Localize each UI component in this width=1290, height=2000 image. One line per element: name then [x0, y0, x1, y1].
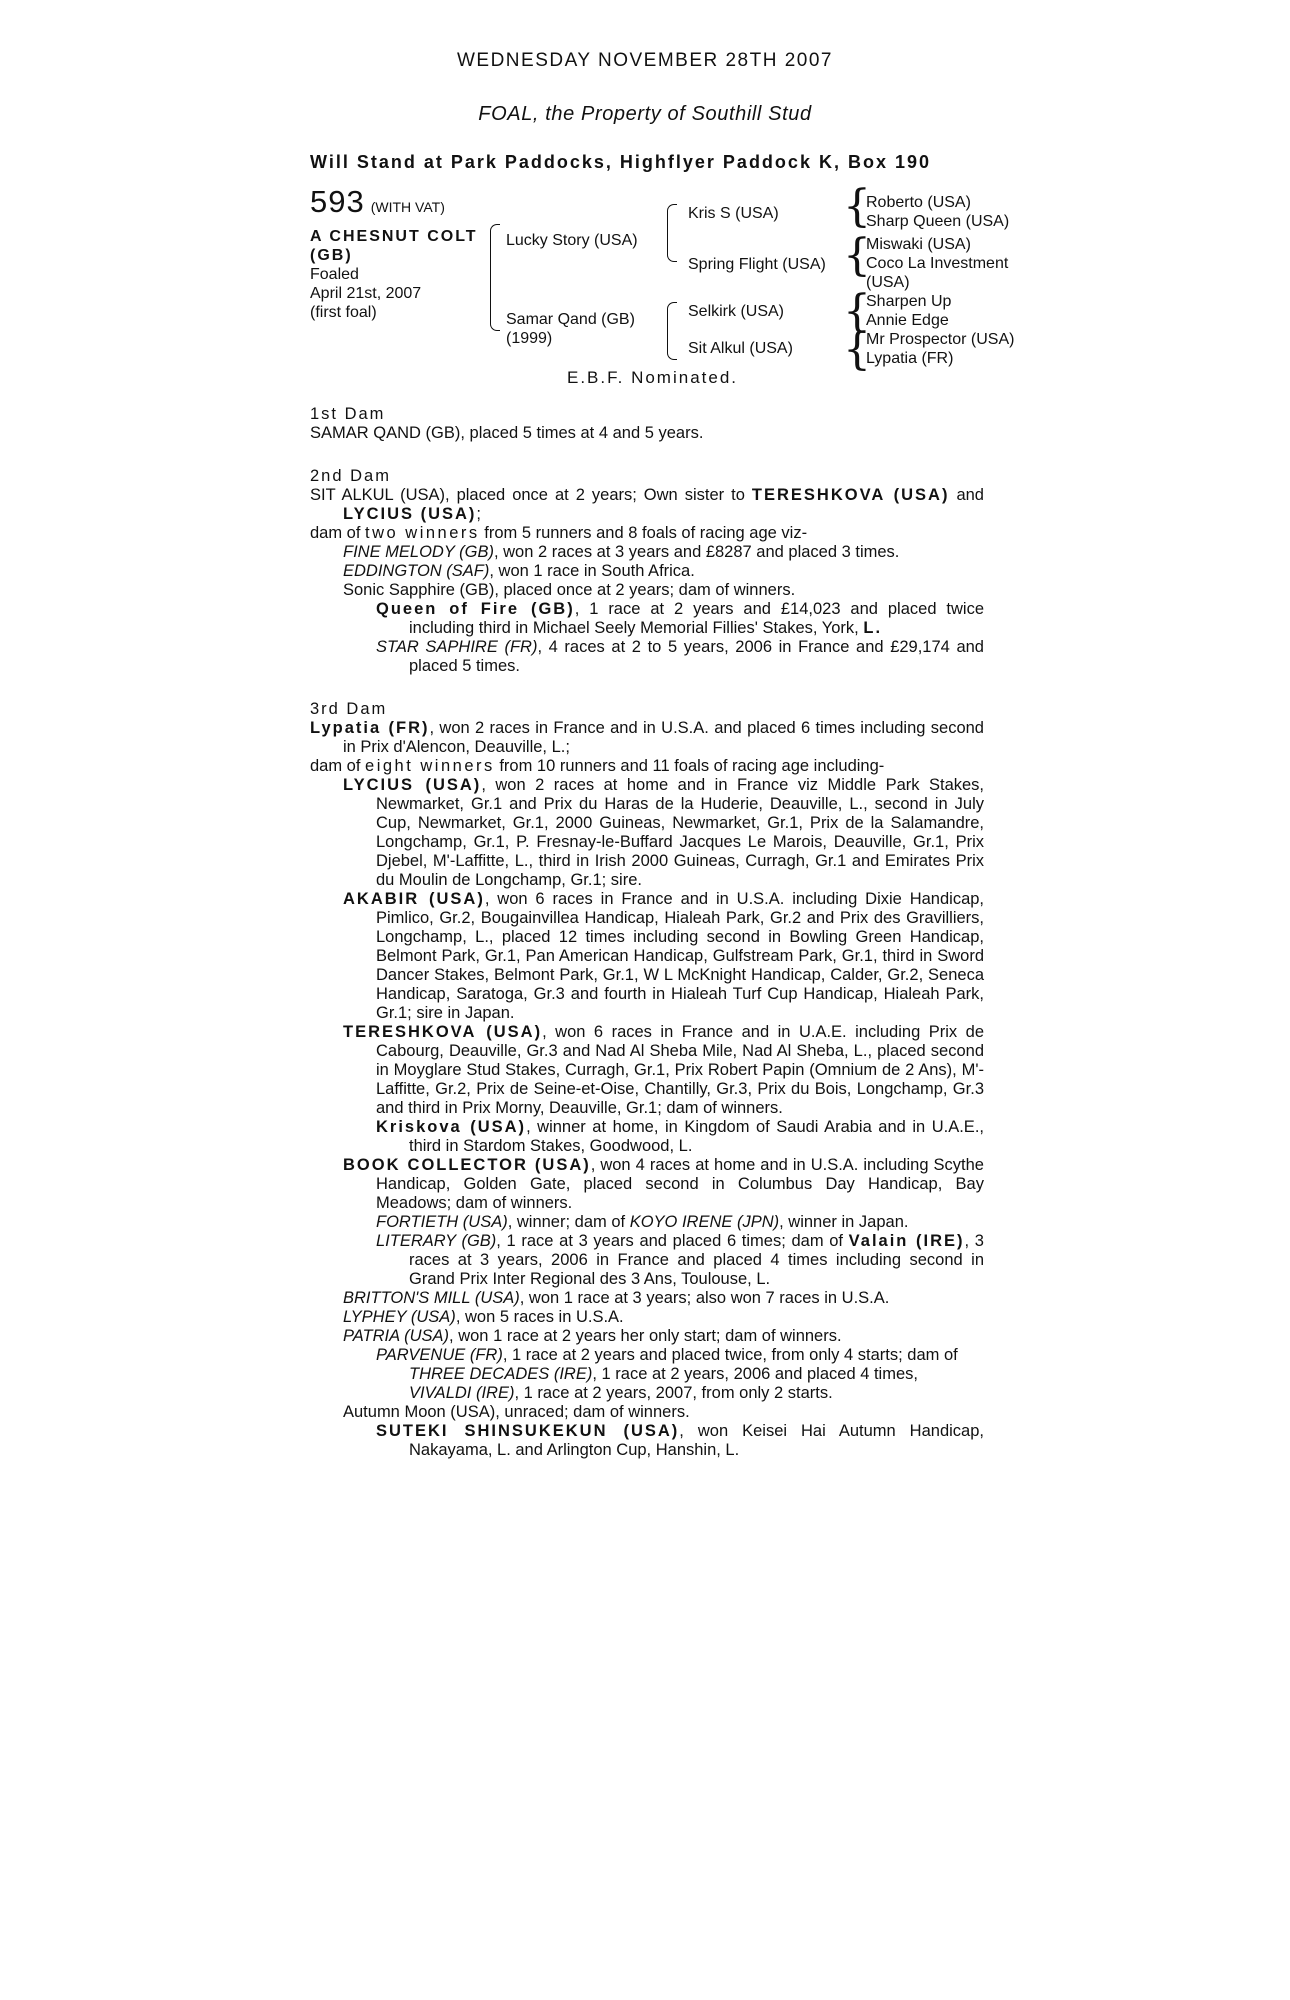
sdd-origin: (USA): [866, 274, 910, 291]
dds: Mr Prospector (USA): [866, 331, 1015, 348]
text: , won 2 races at home and in France viz Middle Park Stakes, Newmarket, Gr.1 and Prix du Haras de la Huderie, Deauville, L., second in July Cup, Newmarket, Gr.1, 2000 Guineas, Newmarket, Gr.1, Prix de la Salamandre, Longchamp, Gr.1, P. Fresnay-le-Buffard Jacques Le Marois, Deauville, Gr.1, Prix Djebel, M'-Laffitte, L., third in Irish 2000 Guineas, Curragh, Gr.1 and Emirates Prix du Moulin de Longchamp, Gr.1; sire.: [376, 776, 985, 889]
dss: Sharpen Up: [866, 293, 952, 310]
dsd: Annie Edge: [866, 312, 949, 329]
first-dam-heading: 1st Dam: [310, 405, 386, 423]
text: , 1 race at 2 years, 2006 and placed 4 times,: [592, 1365, 918, 1383]
text: , won 2 races at 3 years and £8287 and placed 3 times.: [493, 543, 900, 561]
second-dam-produce: [310, 524, 984, 543]
brace-ds: {: [843, 286, 871, 337]
ebf-nominated: E.B.F. Nominated.: [567, 368, 739, 387]
text: from 5 runners and 8 foals of racing age viz-: [479, 524, 808, 542]
horse-name: EDDINGTON (SAF): [343, 562, 490, 580]
entry: [310, 1422, 984, 1460]
horse-name: LYPHEY (USA): [343, 1308, 456, 1326]
horse-name: PATRIA (USA): [343, 1327, 450, 1345]
winners-count: eight winners: [365, 757, 495, 775]
text: , won 1 race at 2 years her only start; dam of winners.: [449, 1327, 842, 1345]
text: from 10 runners and 11 foals of racing age including-: [494, 757, 885, 775]
horse-name: Queen of Fire (GB): [376, 600, 575, 618]
second-dam-heading: 2nd Dam: [310, 467, 391, 485]
text: , won 1 race at 3 years; also won 7 races in U.S.A.: [519, 1289, 890, 1307]
lot-name: A CHESNUT COLT: [310, 228, 478, 245]
text: , won Keisei Hai Autumn Handicap, Nakayama, L. and Arlington Cup, Hanshin, L.: [409, 1422, 984, 1459]
entry: [310, 1213, 984, 1232]
text: , 1 race at 2 years and placed twice, from only 4 starts; dam of: [502, 1346, 958, 1364]
sss: Roberto (USA): [866, 194, 971, 211]
horse-name: BOOK COLLECTOR (USA): [343, 1156, 591, 1174]
text: , won 6 races in France and in U.A.E. including Prix de Cabourg, Deauville, Gr.3 and Nad Al Sheba Mile, Nad Al Sheba, L., placed second in Moyglare Stud Stakes, Curragh, Gr.1, Prix Robert Papin (Omnium de 2 Ans), M'-Laffitte, Gr.2, Prix de Seine-et-Oise, Chantilly, Gr.3, Prix du Bois, Longchamp, Gr.3 and third in Prix Morny, Deauville, Gr.1; dam of winners.: [376, 1023, 984, 1117]
entry: [310, 1156, 984, 1213]
text: , won 4 races at home and in U.S.A. including Scythe Handicap, Golden Gate, placed second in Columbus Day Handicap, Bay Meadows; dam of winners.: [376, 1156, 984, 1212]
entry: [310, 776, 984, 890]
entry: [310, 1289, 984, 1308]
ddd: Lypatia (FR): [866, 350, 954, 367]
stand-location: Will Stand at Park Paddocks, Highflyer Paddock K, Box 190: [310, 152, 931, 172]
text: , 4 races at 2 to 5 years, 2006 in France and £29,174 and placed 5 times.: [409, 638, 984, 675]
third-dam-produce: [310, 757, 984, 776]
text: dam of: [310, 757, 366, 775]
catalogue-body: [310, 405, 984, 1460]
text: , 3 races at 3 years, 2006 in France and placed 4 times including second in Grand Prix Inter Regional des 3 Ans, Toulouse, L.: [409, 1232, 984, 1288]
entry: [310, 1118, 984, 1156]
text: , 1 race at 3 years and placed 6 times; dam of: [496, 1232, 849, 1250]
text: , won 1 race in South Africa.: [489, 562, 695, 580]
text: , winner at home, in Kingdom of Saudi Arabia and in U.A.E., third in Stardom Stakes, Goodwood, L.: [409, 1118, 984, 1155]
ssd: Sharp Queen (USA): [866, 213, 1010, 230]
entry: [310, 638, 984, 676]
sire-dam: Spring Flight (USA): [688, 256, 826, 273]
first-dam-text: SAMAR QAND (GB), placed 5 times at 4 and 5 years.: [310, 424, 704, 442]
third-dam-heading: 3rd Dam: [310, 700, 388, 718]
dam-name: Samar Qand (GB): [506, 311, 635, 328]
horse-name: PARVENUE (FR): [376, 1346, 503, 1364]
horse-name: Valain (IRE): [848, 1232, 965, 1250]
second-dam-intro: [310, 486, 984, 524]
brace-sd: {: [843, 230, 871, 281]
brace-dd: {: [843, 324, 871, 375]
lot-details: [310, 184, 495, 322]
sire-dam-bracket: [490, 224, 500, 331]
text: and: [949, 486, 984, 504]
horse-name: Kriskova (USA): [376, 1118, 527, 1136]
dam-sire: Selkirk (USA): [688, 303, 785, 320]
text: , won 5 races in U.S.A.: [455, 1308, 624, 1326]
lot-origin: (GB): [310, 247, 353, 264]
dam-line-bracket: [667, 302, 677, 360]
entry: [310, 1232, 984, 1289]
sds: Miswaki (USA): [866, 236, 971, 253]
foaled-date: April 21st, 2007: [310, 285, 422, 302]
brace-ss: {: [843, 181, 871, 232]
foal-note: (first foal): [310, 304, 377, 321]
sire-name: Lucky Story (USA): [506, 232, 638, 249]
horse-name: TERESHKOVA (USA): [343, 1023, 543, 1041]
horse-name: SUTEKI SHINSUKEKUN (USA): [376, 1422, 680, 1440]
entry: Autumn Moon (USA), unraced; dam of winners.: [343, 1403, 690, 1421]
lot-number: 593: [310, 184, 365, 219]
sire-sire: Kris S (USA): [688, 205, 779, 222]
entry: [310, 543, 984, 562]
dam-year: (1999): [506, 330, 553, 347]
entry: [310, 1346, 984, 1403]
text: , 1 race at 2 years and £14,023 and placed twice including third in Michael Seely Memorial Fillies' Stakes, York,: [409, 600, 985, 637]
entry: [310, 600, 984, 638]
horse-name: THREE DECADES (IRE): [409, 1365, 593, 1383]
text: , 1 race at 2 years, 2007, from only 2 starts.: [514, 1384, 833, 1402]
foaled-label: Foaled: [310, 266, 359, 283]
text: , won 2 races in France and in U.S.A. and placed 6 times including second in Prix d'Alencon, Deauville, L.;: [343, 719, 984, 756]
text: , won 6 races in France and in U.S.A. including Dixie Handicap, Pimlico, Gr.2, Bougainvillea Handicap, Hialeah Park, Gr.2 and Prix des Gravilliers, Longchamp, L., placed 12 times including second in Bowling Green Handicap, Belmont Park, Gr.1, Pan American Handicap, Gulfstream Park, Gr.1, third in Sword Dancer Stakes, Belmont Park, Gr.1, W L McKnight Handicap, Calder, Gr.2, Seneca Handicap, Saratoga, Gr.3 and fourth in Hialeah Turf Cup Handicap, Hialeah Park, Gr.1; sire in Japan.: [376, 890, 985, 1022]
text: SIT ALKUL (USA), placed once at 2 years; Own sister to: [310, 486, 752, 504]
sale-date: WEDNESDAY NOVEMBER 28TH 2007: [456, 50, 833, 71]
vat-note: (WITH VAT): [370, 199, 445, 215]
horse-name: FORTIETH (USA): [376, 1213, 508, 1231]
horse-name: FINE MELODY (GB): [343, 543, 494, 561]
horse-name: Lypatia (FR): [310, 719, 430, 737]
vendor-line: FOAL, the Property of Southill Stud: [478, 103, 812, 125]
horse-name: LITERARY (GB): [376, 1232, 497, 1250]
horse-name: AKABIR (USA): [343, 890, 485, 908]
text: dam of: [310, 524, 366, 542]
horse-name: STAR SAPHIRE (FR): [376, 638, 538, 656]
horse-name: VIVALDI (IRE): [409, 1384, 515, 1402]
entry: [310, 890, 984, 1023]
horse-name: BRITTON'S MILL (USA): [343, 1289, 520, 1307]
dam-dam: Sit Alkul (USA): [688, 340, 793, 357]
text: , winner; dam of: [507, 1213, 630, 1231]
entry: [310, 1308, 984, 1327]
sire-line-bracket: [667, 204, 677, 262]
text: ;: [476, 505, 481, 523]
text: , winner in Japan.: [779, 1213, 909, 1231]
race-class: L.: [863, 619, 883, 637]
horse-name: KOYO IRENE (JPN): [629, 1213, 780, 1231]
third-dam-intro: [310, 719, 984, 757]
entry: [310, 1023, 984, 1118]
winners-count: two winners: [365, 524, 480, 542]
horse-name: TERESHKOVA (USA): [751, 486, 950, 504]
horse-name: LYCIUS (USA): [343, 776, 482, 794]
entry: [310, 1327, 984, 1346]
sdd: Coco La Investment: [866, 255, 1009, 272]
entry: Sonic Sapphire (GB), placed once at 2 years; dam of winners.: [343, 581, 796, 599]
horse-name: LYCIUS (USA): [343, 505, 477, 523]
entry: [310, 562, 984, 581]
